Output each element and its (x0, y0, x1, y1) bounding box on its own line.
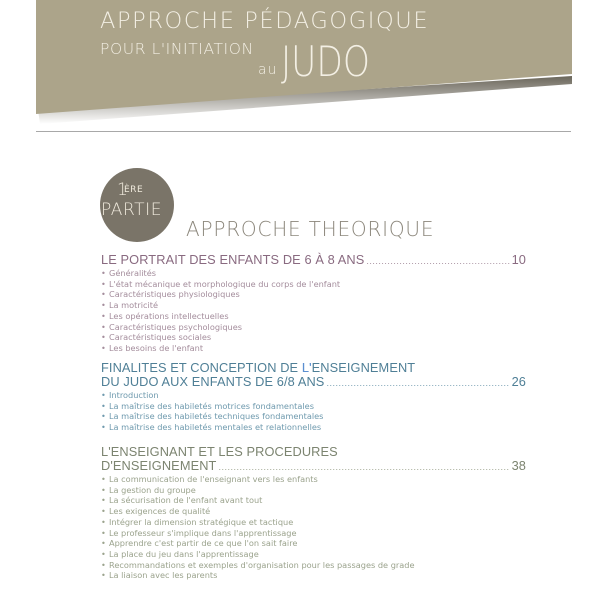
bullet-icon: • (101, 390, 106, 400)
list-item (101, 289, 526, 300)
header-divider (36, 131, 571, 132)
list-item-text: Caractéristiques sociales (109, 332, 212, 343)
list-item-text: La communication de l'enseignant vers les enfants (109, 474, 318, 484)
list-item-text: Généralités (109, 268, 157, 278)
list-item (101, 495, 526, 506)
bullet-icon: • (101, 484, 106, 495)
page-number: 26 (511, 374, 526, 389)
bullet-icon: • (101, 506, 106, 517)
toc-section-finalites (101, 361, 526, 433)
bullet-icon: • (101, 342, 106, 353)
toc-heading-line2[interactable] (101, 459, 526, 474)
bullet-icon: • (101, 300, 106, 311)
list-item-text: La maîtrise des habiletés mentales et relationnelles (109, 422, 322, 433)
list-item (101, 474, 526, 485)
bullet-icon: • (101, 289, 106, 300)
list-item (101, 517, 526, 528)
list-item-text: Les exigences de qualité (109, 506, 211, 517)
list-item-text: Intégrer la dimension stratégique et tactique (109, 516, 294, 527)
list-item (101, 506, 526, 517)
bullet-icon: • (101, 278, 106, 289)
toc-heading-text: D'ENSEIGNEMENT (101, 458, 217, 473)
list-item-text: Apprendre c'est partir de ce que l'on sait faire (109, 538, 298, 549)
dot-leader (218, 460, 509, 474)
part-title: APPROCHE THEORIQUE (186, 217, 435, 241)
bullet-icon: • (101, 422, 106, 433)
banner-title-au: au (258, 62, 278, 78)
list-item (101, 549, 526, 560)
bullet-icon: • (101, 527, 106, 538)
list-item-text: Recommandations et exemples d'organisation pour les passages de grade (109, 559, 415, 570)
list-item (101, 343, 526, 354)
list-item (101, 401, 526, 412)
page-number: 38 (511, 458, 526, 473)
toc-section-enseignant (101, 445, 526, 581)
list-item (101, 485, 526, 496)
part-label: PARTIE (101, 200, 163, 220)
bullet-icon: • (101, 559, 106, 570)
list-item (101, 560, 526, 571)
toc-heading-line1[interactable] (101, 361, 526, 375)
bullet-icon: • (101, 268, 106, 278)
list-item-text: La motricité (109, 300, 159, 311)
bullet-icon: • (101, 538, 106, 549)
list-item-text: Les opérations intellectuelles (109, 310, 229, 321)
part-number: 1 (117, 180, 128, 200)
list-item (101, 332, 526, 343)
list-item-text: La liaison avec les parents (109, 570, 218, 581)
list-item (101, 570, 526, 581)
toc-heading-text: FINALITES ET CONCEPTION DE (101, 360, 302, 375)
bullet-icon: • (101, 411, 106, 422)
list-item (101, 528, 526, 539)
toc-heading[interactable] (101, 253, 526, 268)
page-number: 10 (511, 252, 526, 267)
banner-title-judo: JUDO (281, 37, 370, 86)
list-item-text: La maîtrise des habiletés motrices fondamentales (109, 400, 314, 411)
list-item-text: Caractéristiques physiologiques (109, 289, 240, 300)
list-item (101, 311, 526, 322)
list-item-text: La place du jeu dans l'apprentissage (109, 548, 259, 559)
bullet-icon: • (101, 310, 106, 321)
list-item (101, 322, 526, 333)
list-item-text: Caractéristiques psychologiques (109, 321, 243, 332)
bullet-icon: • (101, 570, 106, 581)
bullet-icon: • (101, 321, 106, 332)
toc-section-portrait (101, 253, 526, 354)
toc-heading-text: ENSEIGNEMENT (311, 360, 416, 375)
dot-leader (366, 254, 509, 268)
list-item-text: La gestion du groupe (109, 484, 196, 495)
toc-subitems (101, 390, 526, 433)
toc-subitems (101, 268, 526, 354)
list-item (101, 279, 526, 290)
bullet-icon: • (101, 400, 106, 411)
list-item-text: Le professeur s'implique dans l'apprentissage (109, 527, 297, 538)
bullet-icon: • (101, 548, 106, 559)
list-item (101, 538, 526, 549)
banner-title-line2: POUR L'INITIATION (100, 40, 254, 58)
list-item (101, 268, 526, 279)
list-item (101, 300, 526, 311)
toc-heading-text-glitch: L' (301, 360, 312, 375)
toc-subitems (101, 474, 526, 581)
bullet-icon: • (101, 495, 106, 506)
toc-heading-line1[interactable] (101, 445, 526, 459)
bullet-icon: • (101, 516, 106, 527)
banner-title-line1: APPROCHE PÉDAGOGIQUE (100, 8, 430, 34)
toc-heading-text: LE PORTRAIT DES ENFANTS DE 6 À 8 ANS (101, 252, 365, 267)
list-item-text: Les besoins de l'enfant (109, 342, 204, 353)
list-item (101, 411, 526, 422)
list-item-text: La sécurisation de l'enfant avant tout (109, 495, 263, 506)
toc-heading-text: DU JUDO AUX ENFANTS DE 6/8 ANS (101, 374, 325, 389)
dot-leader (326, 376, 509, 390)
list-item-text: La maîtrise des habiletés techniques fondamentales (109, 411, 324, 422)
list-item (101, 422, 526, 433)
list-item-text: L'état mécanique et morphologique du corps de l'enfant (109, 278, 341, 289)
list-item (101, 390, 526, 401)
part-number-suffix: ÈRE (124, 185, 144, 195)
toc-heading-line2[interactable] (101, 375, 526, 390)
bullet-icon: • (101, 332, 106, 343)
list-item-text: Introduction (109, 390, 159, 400)
toc-heading-text: L'ENSEIGNANT ET LES PROCEDURES (101, 444, 338, 459)
bullet-icon: • (101, 474, 106, 484)
